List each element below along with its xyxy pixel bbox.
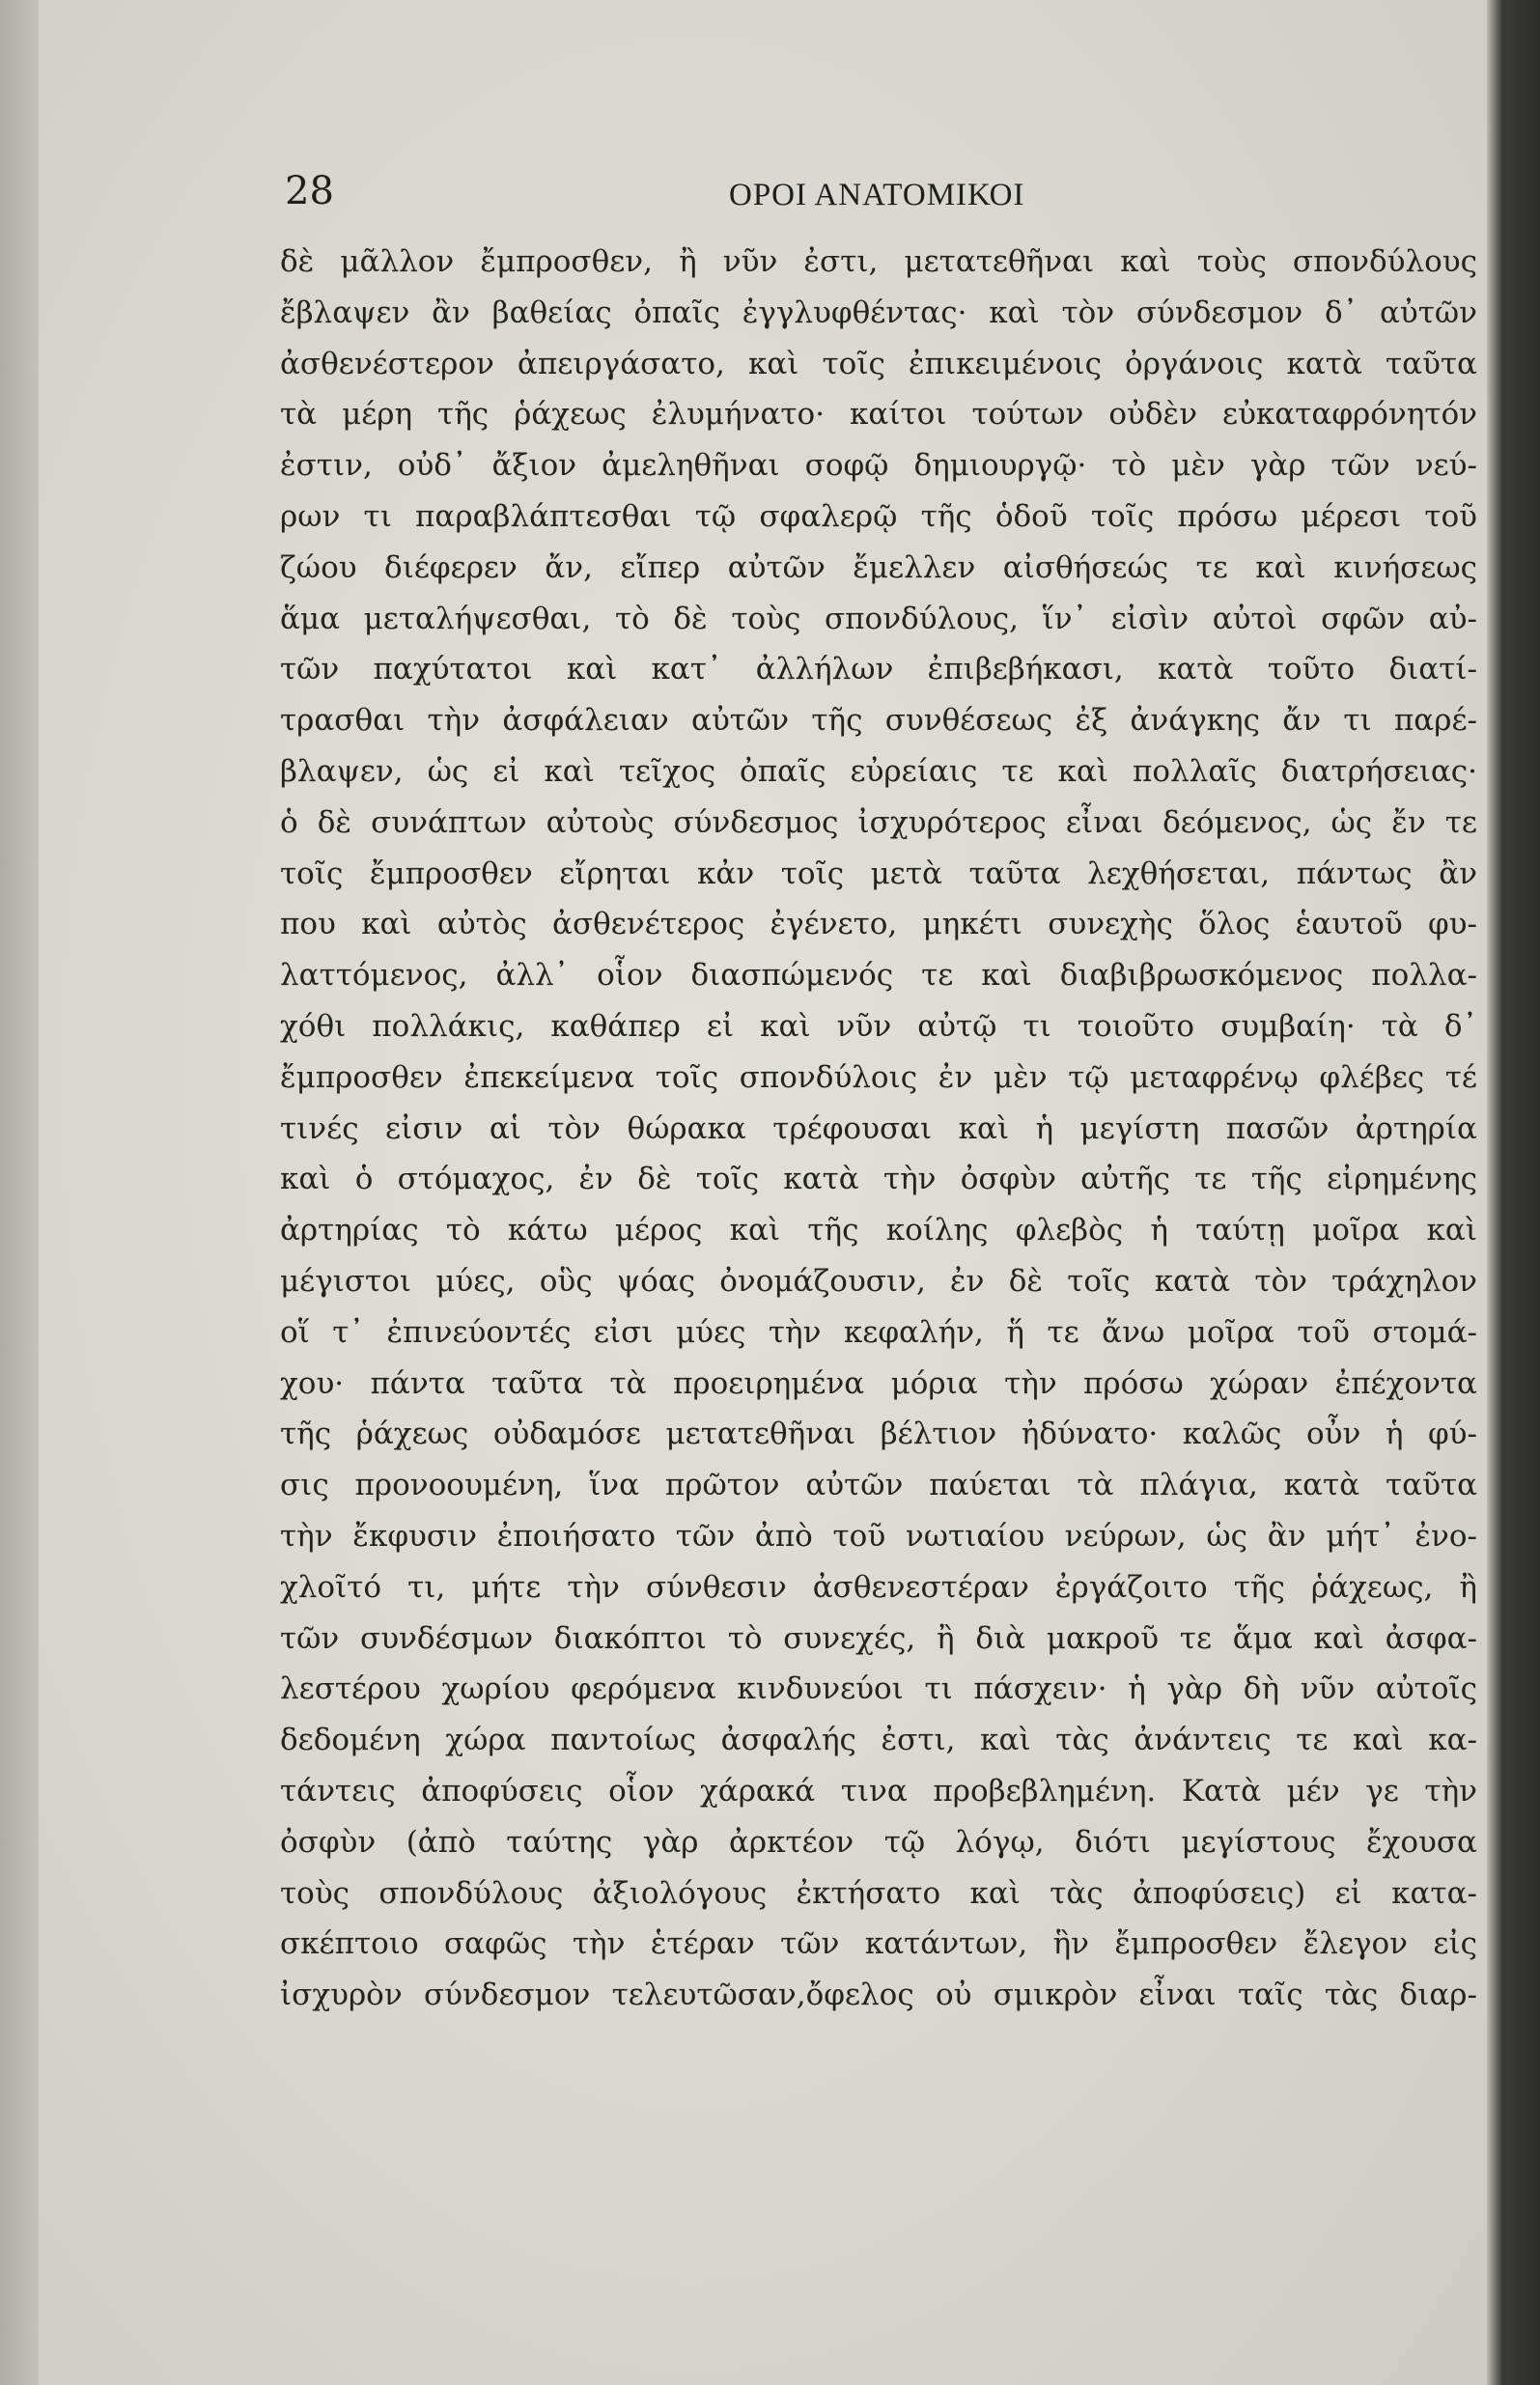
text-line: ἀσθενέστερον ἀπειργάσατο, καὶ τοῖς ἐπικειμένοις ὀργάνοις κατὰ ταῦτα <box>280 346 1477 381</box>
text-line: λαττόμενος, ἀλλ᾽ οἷον διασπώμενός τε καὶ διαβιβρωσκόμενος πολλα- <box>280 958 1477 994</box>
text-line: ἔμπροσθεν ἐπεκείμενα τοῖς σπονδύλοις ἐν μὲν τῷ μεταφρένῳ φλέβες τέ <box>280 1059 1477 1095</box>
text-line: ἀρτηρίας τὸ κάτω μέρος καὶ τῆς κοίλης φλεβὸς ἡ ταύτῃ μοῖρα καὶ <box>280 1213 1477 1249</box>
text-line: χόθι πολλάκις, καθάπερ εἰ καὶ νῦν αὐτῷ τι τοιοῦτο συμβαίη· τὰ δ᾽ <box>280 1008 1477 1044</box>
page-header <box>285 164 1443 222</box>
text-line: ρων τι παραβλάπτεσθαι τῷ σφαλερῷ τῆς ὁδοῦ τοῖς πρόσω μέρεσι τοῦ <box>280 498 1477 534</box>
text-line: τὰ μέρη τῆς ῥάχεως ἐλυμήνατο· καίτοι τούτων οὐδὲν εὐκαταφρόνητόν <box>280 397 1477 433</box>
text-line: λεστέρου χωρίου φερόμενα κινδυνεύοι τι πάσχειν· ἡ γὰρ δὴ νῦν αὐτοῖς <box>280 1671 1477 1707</box>
text-line: δεδομένη χώρα παντοίως ἀσφαλής ἐστι, καὶ τὰς ἀνάντεις τε καὶ κα- <box>280 1723 1477 1758</box>
book-page <box>39 0 1487 2385</box>
text-line: καὶ ὁ στόμαχος, ἐν δὲ τοῖς κατὰ τὴν ὀσφὺν αὐτῆς τε τῆς εἰρημένης <box>280 1162 1477 1197</box>
text-line: τὴν ἔκφυσιν ἐποιήσατο τῶν ἀπὸ τοῦ νωτιαίου νεύρων, ὡς ἂν μήτ᾽ ἐνο- <box>280 1518 1477 1554</box>
text-line: ζώου διέφερεν ἄν, εἴπερ αὐτῶν ἔμελλεν αἰσθήσεώς τε καὶ κινήσεως <box>280 549 1477 585</box>
page-number: 28 <box>285 169 334 213</box>
text-line: ἐστιν, οὐδ᾽ ἄξιον ἀμεληθῆναι σοφῷ δημιουργῷ· τὸ μὲν γὰρ τῶν νεύ- <box>280 448 1477 484</box>
body-text <box>280 237 1477 2021</box>
text-line: ἔβλαψεν ἂν βαθείας ὀπαῖς ἐγγλυφθέντας· καὶ τὸν σύνδεσμον δ᾽ αὐτῶν <box>280 295 1477 330</box>
text-line: που καὶ αὐτὸς ἀσθενέτερος ἐγένετο, μηκέτι συνεχὴς ὅλος ἑαυτοῦ φυ- <box>280 907 1477 942</box>
running-title: ΟΡΟΙ ΑΝΑΤΟΜΙΚΟΙ <box>729 178 1025 212</box>
text-line: χου· πάντα ταῦτα τὰ προειρημένα μόρια τὴν πρόσω χώραν ἐπέχοντα <box>280 1365 1477 1401</box>
text-line: σις προνοουμένη, ἵνα πρῶτον αὐτῶν παύεται τὰ πλάγια, κατὰ ταῦτα <box>280 1468 1477 1503</box>
text-line: βλαψεν, ὡς εἰ καὶ τεῖχος ὀπαῖς εὐρείαις τε καὶ πολλαῖς διατρήσειας· <box>280 753 1477 789</box>
text-line: τοὺς σπονδύλους ἀξιολόγους ἐκτήσατο καὶ τὰς ἀποφύσεις) εἰ κατα- <box>280 1875 1477 1911</box>
text-line: ὀσφὺν (ἀπὸ ταύτης γὰρ ἀρκτέον τῷ λόγῳ, διότι μεγίστους ἔχουσα <box>280 1824 1477 1860</box>
text-line: χλοῖτό τι, μήτε τὴν σύνθεσιν ἀσθενεστέραν ἐργάζοιτο τῆς ῥάχεως, ἢ <box>280 1569 1477 1605</box>
text-line: σκέπτοιο σαφῶς τὴν ἑτέραν τῶν κατάντων, ἣν ἔμπροσθεν ἔλεγον εἰς <box>280 1926 1477 1962</box>
text-line: τῶν παχύτατοι καὶ κατ᾽ ἀλλήλων ἐπιβεβήκασι, κατὰ τοῦτο διατί- <box>280 652 1477 687</box>
text-line: τάντεις ἀποφύσεις οἷον χάρακά τινα προβεβλημένη. Κατὰ μέν γε τὴν <box>280 1773 1477 1809</box>
text-line: ὁ δὲ συνάπτων αὐτοὺς σύνδεσμος ἰσχυρότερος εἶναι δεόμενος, ὡς ἔν τε <box>280 804 1477 840</box>
text-line: οἵ τ᾽ ἐπινεύοντές εἰσι μύες τὴν κεφαλήν, ἥ τε ἄνω μοῖρα τοῦ στομά- <box>280 1314 1477 1350</box>
text-line: τῶν συνδέσμων διακόπτοι τὸ συνεχές, ἢ διὰ μακροῦ τε ἅμα καὶ ἀσφα- <box>280 1620 1477 1656</box>
text-line: ἅμα μεταλήψεσθαι, τὸ δὲ τοὺς σπονδύλους, ἵν᾽ εἰσὶν αὐτοὶ σφῶν αὐ- <box>280 601 1477 636</box>
text-line: τρασθαι τὴν ἀσφάλειαν αὐτῶν τῆς συνθέσεως ἐξ ἀνάγκης ἄν τι παρέ- <box>280 703 1477 739</box>
text-line: μέγιστοι μύες, οὓς ψόας ὀνομάζουσιν, ἐν δὲ τοῖς κατὰ τὸν τράχηλον <box>280 1263 1477 1299</box>
text-line: τῆς ῥάχεως οὐδαμόσε μετατεθῆναι βέλτιον ἠδύνατο· καλῶς οὖν ἡ φύ- <box>280 1417 1477 1452</box>
text-line: τοῖς ἔμπροσθεν εἴρηται κἀν τοῖς μετὰ ταῦτα λεχθήσεται, πάντως ἂν <box>280 856 1477 891</box>
text-line: δὲ μᾶλλον ἔμπροσθεν, ἢ νῦν ἐστι, μετατεθῆναι καὶ τοὺς σπονδύλους <box>280 244 1477 279</box>
text-line: ἰσχυρὸν σύνδεσμον τελευτῶσαν,ὄφελος οὐ σμικρὸν εἶναι ταῖς τὰς διαρ- <box>280 1978 1477 2013</box>
text-line: τινές εἰσιν αἱ τὸν θώρακα τρέφουσαι καὶ ἡ μεγίστη πασῶν ἀρτηρία <box>280 1110 1477 1146</box>
